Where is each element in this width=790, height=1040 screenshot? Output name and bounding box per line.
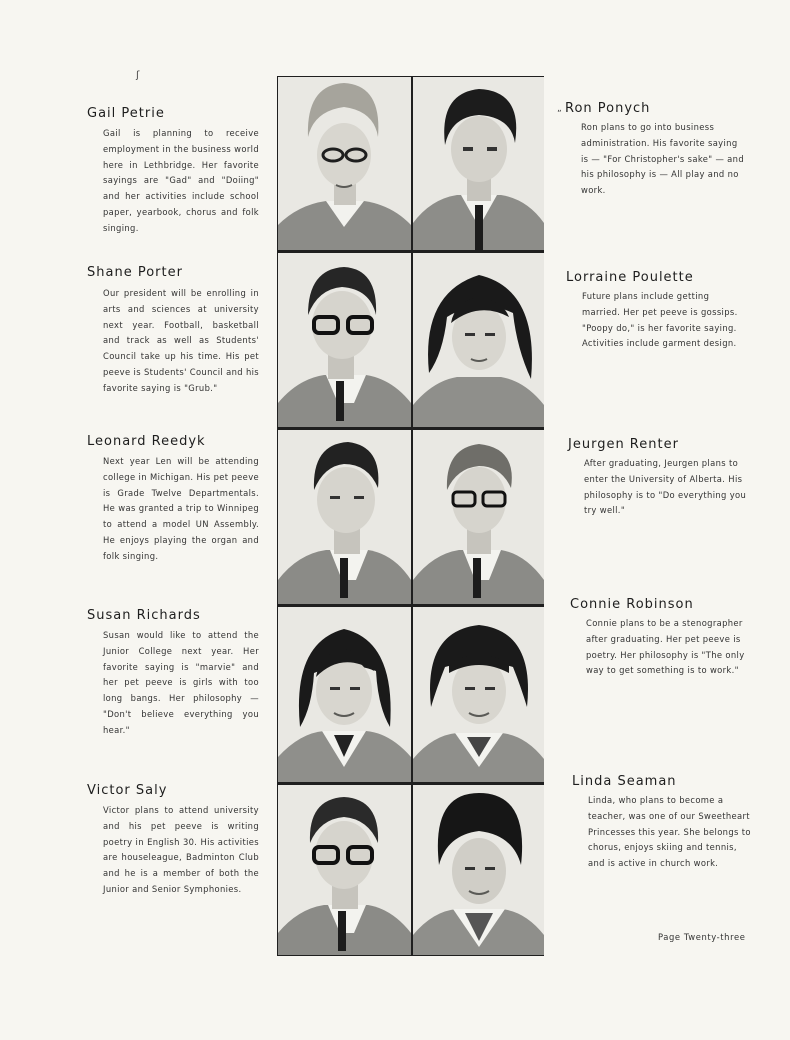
portrait-leonard-reedyk [278,430,411,604]
student-name: Gail Petrie [87,106,165,121]
student-name: Jeurgen Renter [568,437,679,452]
student-bio: Linda, who plans to become a teacher, was one of our Sweetheart Princesses this year. She belongs to chorus, enjoys skiing and tennis, and is active in church work. [588,795,751,869]
student-entry-jeurgen-renter [568,437,748,519]
student-name: Connie Robinson [570,597,694,612]
student-bio: After graduating, Jeurgen plans to enter the University of Alberta. His philosophy is to "Do everything you try well." [584,458,747,516]
portrait-susan-richards [278,607,411,782]
student-bio: Ron plans to go into business administration. His favorite saying is — "For Christopher's sake" — and his philosophy is — All play and no work. [581,122,744,196]
student-entry-gail-petrie [87,106,259,237]
student-entry-connie-robinson [570,597,750,679]
portrait-grid [277,76,544,956]
student-entry-shane-porter [87,265,259,397]
portrait-ron-ponych [413,77,544,250]
student-entry-victor-saly [87,783,259,898]
student-entry-susan-richards [87,608,259,739]
student-name: Ron Ponych [565,101,651,116]
portrait-linda-seaman [413,785,544,955]
student-bio: Gail is planning to receive employment in the business world here in Lethbridge. Her favorite sayings are "Gad" and "Doiing" and her activities include school paper, yearbook, chorus and folk singing. [103,128,259,233]
ink-mark: ʃ [136,70,140,81]
student-name: Leonard Reedyk [87,434,206,449]
student-name: Lorraine Poulette [566,270,694,285]
student-name: Victor Saly [87,783,168,798]
portrait-shane-porter [278,253,411,427]
student-name: Shane Porter [87,265,183,280]
student-entry-linda-seaman [572,774,752,872]
portrait-lorraine-poulette [413,253,544,427]
student-bio: Susan would like to attend the Junior College next year. Her favorite saying is "marvie" and her pet peeve is girls with too long bangs. Her philosophy — "Don't believe everything you hear." [103,630,259,735]
portrait-connie-robinson [413,607,544,782]
student-entry-leonard-reedyk [87,434,259,565]
student-bio: Next year Len will be attending college in Michigan. His pet peeve is Grade Twelve Departmentals. He was granted a trip to Winnipeg to attend a model UN Assembly. He enjoys playing the organ and folk singing. [103,456,259,561]
student-bio: Connie plans to be a stenographer after graduating. Her pet peeve is poetry. Her philosophy is "The only way to get something is to work." [586,618,745,676]
student-name: Linda Seaman [572,774,677,789]
student-bio: Our president will be enrolling in arts and sciences at university next year. Football, basketball and track as well as Students' Council take up his time. His pet peeve is Students' Council and his favorite saying is "Grub." [103,288,259,393]
student-bio: Victor plans to attend university and his pet peeve is writing poetry in English 30. His activities are houseleague, Badminton Club and he is a member of both the Junior and Senior Symphonies. [103,805,259,894]
student-entry-ron-ponych [565,101,745,199]
student-name: Susan Richards [87,608,201,623]
ink-mark: „ [557,104,562,114]
portrait-jeurgen-renter [413,430,544,604]
portrait-gail-petrie [278,77,411,250]
student-entry-lorraine-poulette [566,270,746,352]
page-number: Page Twenty-three [658,932,746,942]
student-bio: Future plans include getting married. Her pet peeve is gossips. "Poopy do," is her favorite saying. Activities include garment design. [582,291,738,349]
portrait-victor-saly [278,785,411,955]
